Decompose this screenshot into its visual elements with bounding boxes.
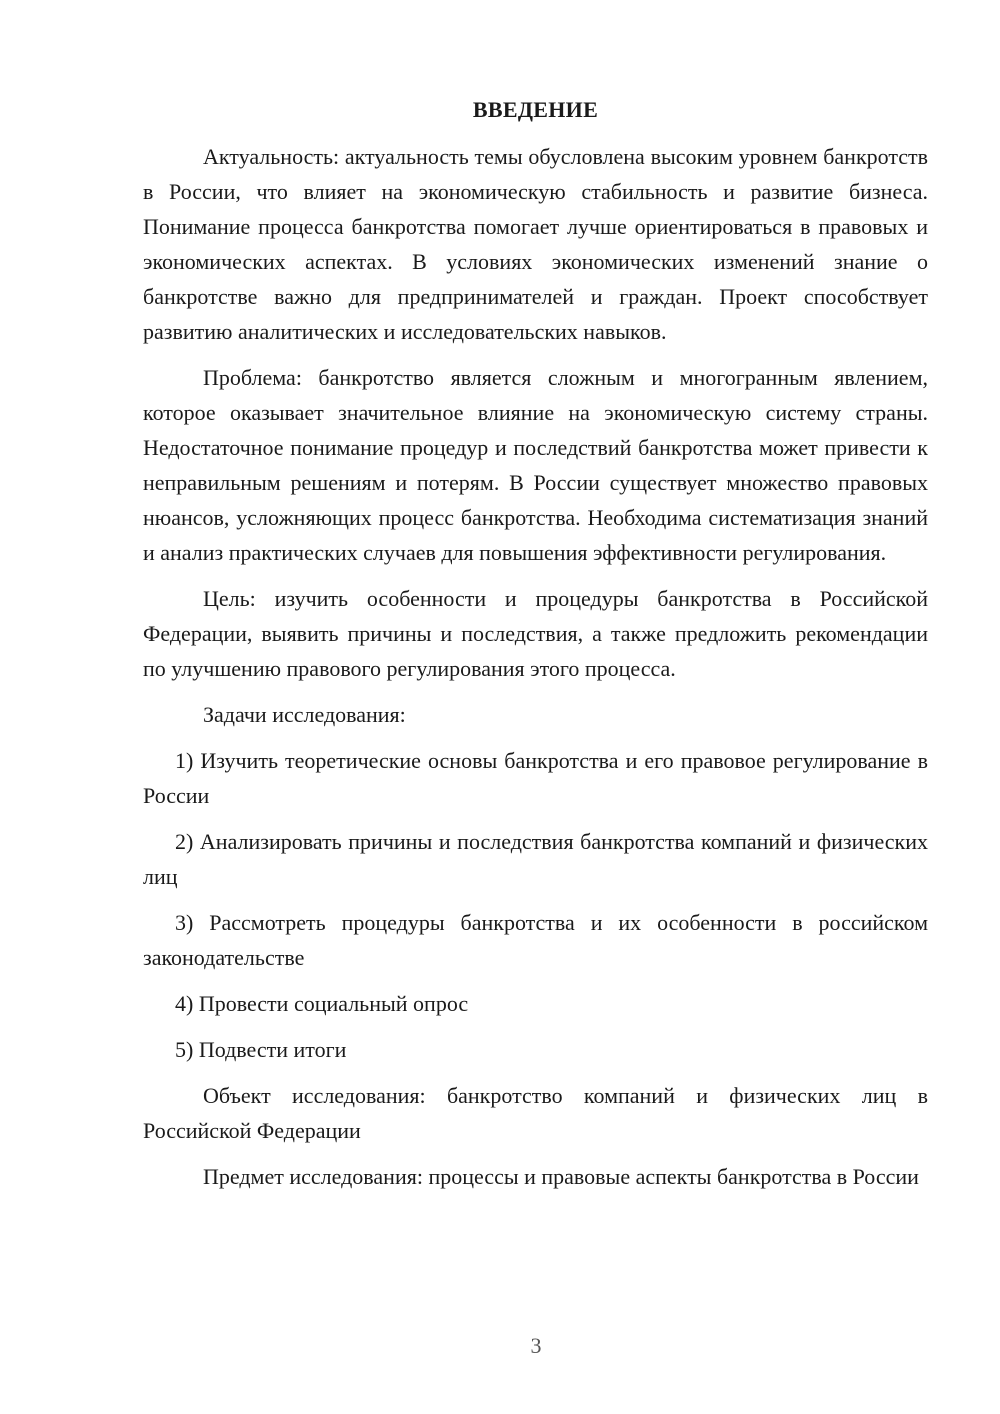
page-title: ВВЕДЕНИЕ xyxy=(472,97,599,122)
task-item-2: 2) Анализировать причины и последствия банкротства компаний и физических лиц xyxy=(143,829,928,889)
goal-paragraph: Цель: изучить особенности и процедуры банкротства в Российской Федерации, выявить причины и последствия, а также предложить рекомендации по улучшению правового регулирования этого процесса. xyxy=(143,586,928,681)
task-item-3: 3) Рассмотреть процедуры банкротства и их особенности в российском законодательстве xyxy=(143,910,928,970)
tasks-heading: Задачи исследования: xyxy=(203,702,406,727)
relevance-paragraph: Актуальность: актуальность темы обусловлена высоким уровнем банкротств в России, что влияет на экономическую стабильность и развитие бизнеса. Понимание процесса банкротства помогает лучше ориентироваться в правовых и экономических аспектах. В условиях экономических изменений знание о банкротстве важно для предпринимателей и граждан. Проект способствует развитию аналитических и исследовательских навыков. xyxy=(143,144,928,344)
subject-paragraph: Предмет исследования: процессы и правовые аспекты банкротства в России xyxy=(203,1164,919,1189)
task-item-4: 4) Провести социальный опрос xyxy=(175,991,469,1016)
page-number: 3 xyxy=(530,1333,542,1358)
problem-paragraph: Проблема: банкротство является сложным и многогранным явлением, которое оказывает значительное влияние на экономическую систему страны. Недостаточное понимание процедур и последствий банкротства может привести к неправильным решениям и потерям. В России существует множество правовых нюансов, усложняющих процесс банкротства. Необходима систематизация знаний и анализ практических случаев для повышения эффективности регулирования. xyxy=(143,365,928,565)
task-item-5: 5) Подвести итоги xyxy=(175,1037,347,1062)
object-paragraph: Объект исследования: банкротство компаний и физических лиц в Российской Федерации xyxy=(143,1083,928,1143)
document-page xyxy=(143,92,928,1205)
task-item-1: 1) Изучить теоретические основы банкротства и его правовое регулирование в России xyxy=(143,748,928,808)
